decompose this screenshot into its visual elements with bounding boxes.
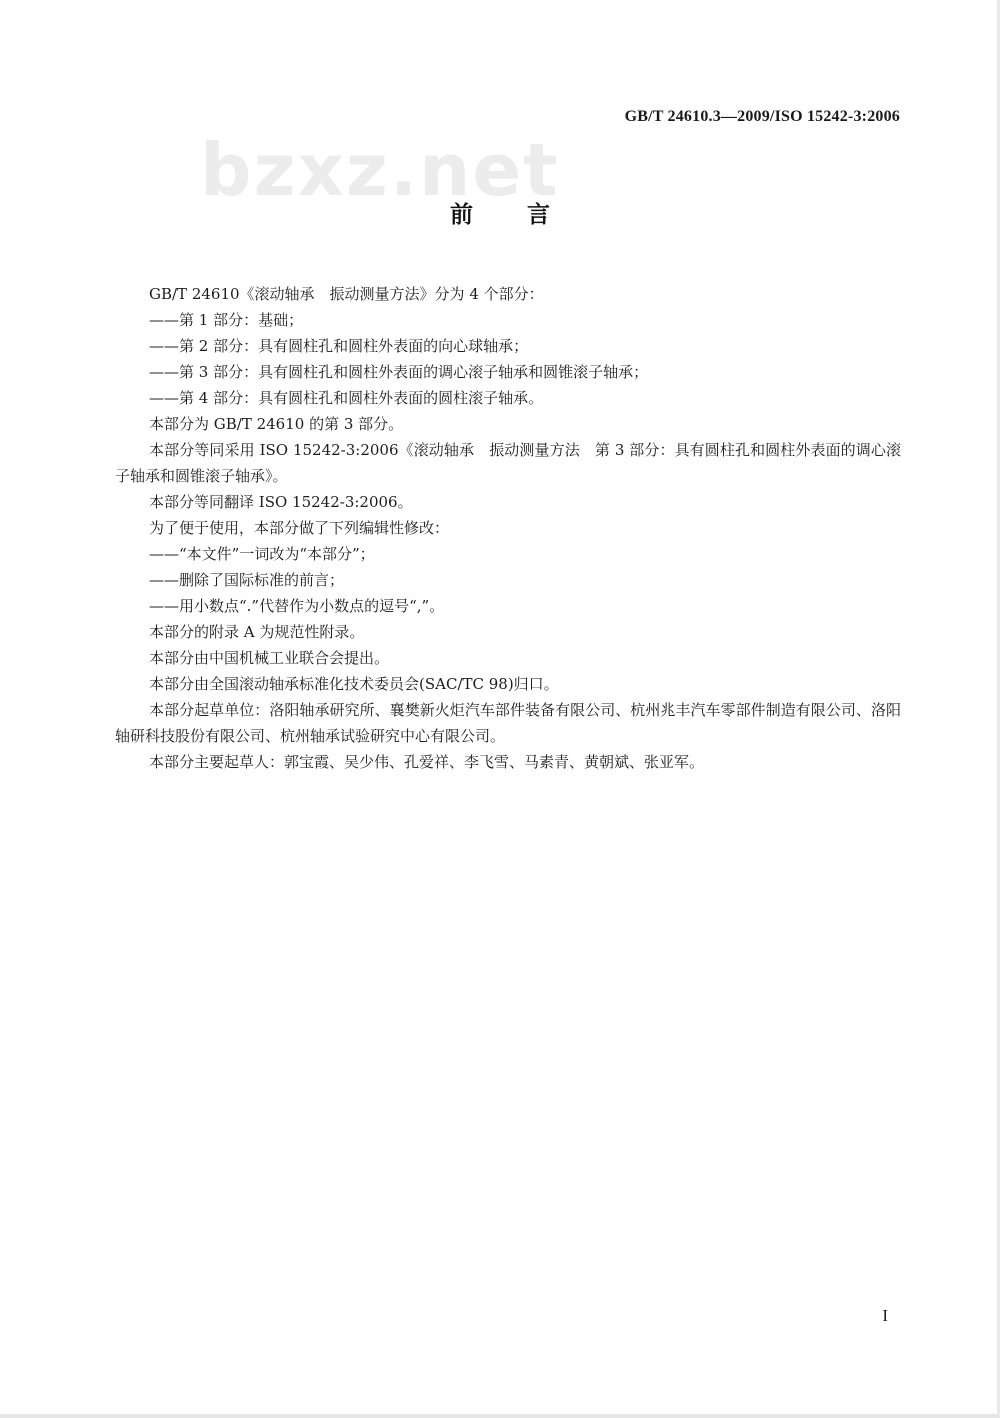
list-item-part-1: ——第 1 部分：基础； xyxy=(149,311,304,329)
paragraph-proposer: 本部分由中国机械工业联合会提出。 xyxy=(149,649,390,667)
paragraph-translation: 本部分等同翻译 ISO 15242-3:2006。 xyxy=(149,493,413,511)
paragraph-edits-intro: 为了便于使用，本部分做了下列编辑性修改： xyxy=(149,519,450,537)
page-number: I xyxy=(882,1306,888,1325)
watermark: bzxz.net xyxy=(200,128,560,212)
document-body xyxy=(115,281,901,775)
paragraph-drafters: 本部分主要起草人：郭宝霞、吴少伟、孔爱祥、李飞雪、马素青、黄朝斌、张亚军。 xyxy=(149,753,705,771)
paragraph-this-part: 本部分为 GB/T 24610 的第 3 部分。 xyxy=(149,415,404,433)
paragraph-committee: 本部分由全国滚动轴承标准化技术委员会(SAC/TC 98)归口。 xyxy=(149,675,559,693)
list-item-edit-2: ——删除了国际标准的前言； xyxy=(149,571,345,589)
paragraph-drafting-units: 本部分起草单位：洛阳轴承研究所、襄樊新火炬汽车部件装备有限公司、杭州兆丰汽车零部件制造有限公司、洛阳轴研科技股份有限公司、杭州轴承试验研究中心有限公司。 xyxy=(115,701,901,745)
paragraph-parts-intro: GB/T 24610《滚动轴承 振动测量方法》分为 4 个部分： xyxy=(149,285,544,303)
paragraph-adoption: 本部分等同采用 ISO 15242-3:2006《滚动轴承 振动测量方法 第 3 部分：具有圆柱孔和圆柱外表面的调心滚子轴承和圆锥滚子轴承》。 xyxy=(115,441,901,485)
list-item-part-2: ——第 2 部分：具有圆柱孔和圆柱外表面的向心球轴承； xyxy=(149,337,529,355)
page-title: 前言 xyxy=(450,202,604,228)
list-item-edit-3: ——用小数点“.”代替作为小数点的逗号“,”。 xyxy=(149,597,445,615)
list-item-part-4: ——第 4 部分：具有圆柱孔和圆柱外表面的圆柱滚子轴承。 xyxy=(149,389,544,407)
list-item-edit-1: ——“本文件”一词改为“本部分”； xyxy=(149,545,375,563)
paragraph-annex: 本部分的附录 A 为规范性附录。 xyxy=(149,623,365,641)
list-item-part-3: ——第 3 部分：具有圆柱孔和圆柱外表面的调心滚子轴承和圆锥滚子轴承； xyxy=(149,363,649,381)
standard-number: GB/T 24610.3—2009/ISO 15242-3:2006 xyxy=(624,108,900,125)
